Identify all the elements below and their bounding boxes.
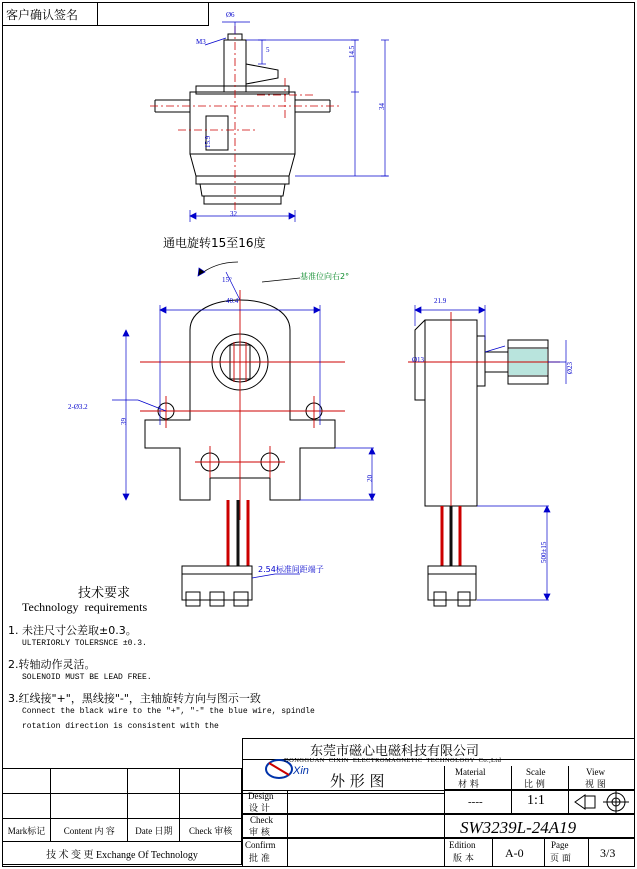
dim-phi13: Ø13 [412,356,425,364]
material-value: ---- [468,796,483,808]
material-label-cn: 材 料 [458,780,479,790]
check-value-cell[interactable] [288,814,445,838]
dim-14-5: 14.5 [348,45,356,58]
tech-title-cn: 技术要求 [78,586,131,601]
dim-39: 39 [120,418,128,425]
design-value-cell[interactable] [288,790,445,814]
tech-item-1-cn: 1. 未注尺寸公差取±0.3。 [8,624,137,637]
datum-label: 基准位向右2° [300,272,350,281]
dim-phi23: Ø23 [566,361,574,374]
dim-20: 20 [366,475,374,482]
design-label: Design [248,791,274,801]
rev-cell[interactable] [128,794,180,819]
tech-title-en: Technology requirements [22,600,148,614]
rev-cell[interactable] [180,794,242,819]
edition-value: A-0 [505,846,524,860]
edition-label: Edition [449,840,476,850]
scale-label-cn: 比 例 [524,780,545,790]
dim-34: 34 [378,103,386,110]
table-row [3,769,242,794]
rev-cell[interactable] [128,769,180,794]
confirm-label: Confirm [245,840,276,850]
rev-header-content: Content 内 容 [51,819,128,842]
dim-phi6: Ø6 [226,11,235,19]
dim-21-9: 21.9 [434,297,447,305]
table-row [3,794,242,819]
rev-cell[interactable] [180,769,242,794]
dim-32: 32 [230,210,237,218]
view-label-cn: 视 图 [585,780,606,790]
design-label-cn: 设 计 [249,804,270,814]
rotation-note: 通电旋转15至16度 [163,236,266,250]
table-footer-row [3,842,242,865]
edition-label-cn: 版 本 [453,854,474,864]
rev-header-date: Date 日期 [128,819,180,842]
tech-item-2-en: SOLENOID MUST BE LEAD FREE. [22,673,152,682]
rev-cell[interactable] [51,794,128,819]
rev-cell[interactable] [3,794,51,819]
dim-15-9: 15.9 [204,135,212,148]
table-header-row [3,819,242,842]
dim-holes: 2-Ø3.2 [68,403,88,411]
projection-symbol-icon [569,790,635,814]
page-label-cn: 页 面 [550,854,571,864]
tech-item-3-cn: 3.红线接"+"，黑线接"-"，主轴旋转方向与图示一致 [8,692,261,705]
material-label: Material [455,767,486,777]
company-name-cn: 东莞市磁心电磁科技有限公司 [310,744,480,759]
drawing-name: 外 形 图 [330,772,385,790]
tech-item-2-cn: 2.转轴动作灵活。 [8,658,96,671]
revision-table [2,768,242,865]
scale-value: 1:1 [527,793,545,808]
tech-item-3-en: Connect the black wire to the "+", "-" the blue wire, spindle [22,707,315,716]
confirm-value-cell[interactable] [288,838,445,867]
connector-note: 2.54标准间距端子 [258,565,324,574]
rev-cell[interactable] [51,769,128,794]
svg-text:Xin: Xin [293,765,309,777]
rev-footer: 技 术 变 更 Exchange Of Technology [3,842,242,865]
confirm-label-cn: 批 准 [249,854,270,864]
rev-cell[interactable] [3,769,51,794]
check-label-cn: 审 核 [249,828,270,838]
company-name-en: DONGGUAN CIXIN ELECTROMAGNETIC TECHNOLOGY Co.,Ltd [284,757,502,764]
rev-header-mark: Mark标记 [3,819,51,842]
tech-item-4-en: rotation direction is consistent with the [22,722,219,731]
view-label: View [586,767,605,777]
page-value: 3/3 [600,846,616,860]
angle-label: 15° [222,276,232,284]
check-label: Check [250,815,273,825]
dim-wire-length: 500±15 [540,541,548,563]
customer-sign-label: 客户确认签名 [6,8,79,22]
page-label: Page [551,840,569,850]
rev-header-check: Check 审核 [180,819,242,842]
tech-item-1-en: ULTERIORLY TOLERSNCE ±0.3. [22,639,147,648]
part-number: SW3239L-24A19 [460,818,577,837]
dim-5: 5 [266,46,270,54]
scale-label: Scale [526,767,546,777]
dim-m3: M3 [196,38,206,46]
dim-40-4: 40.4 [226,297,239,305]
